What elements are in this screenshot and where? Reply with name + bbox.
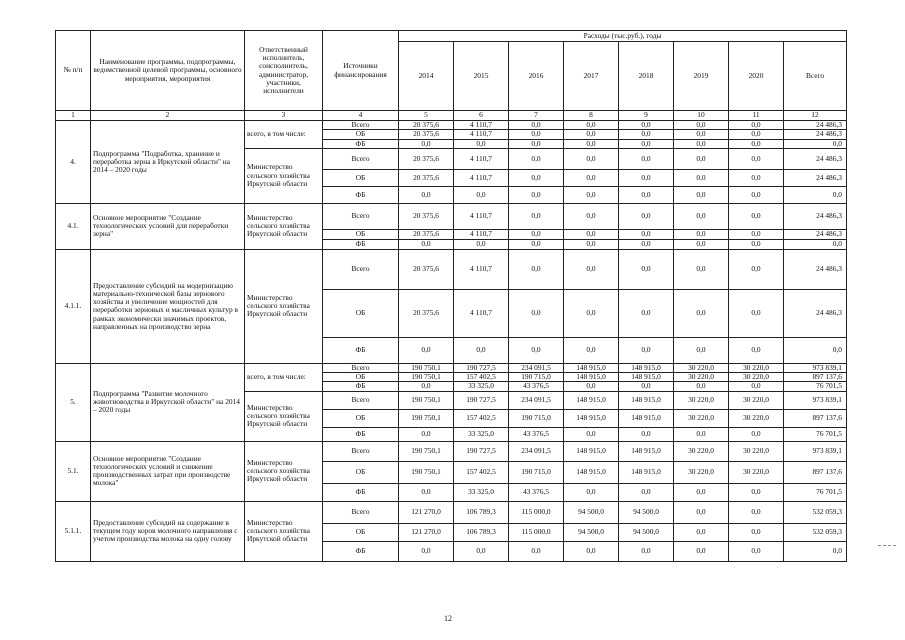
year-value: 148 915,0 bbox=[564, 461, 619, 483]
year-value: 0,0 bbox=[619, 289, 674, 337]
header-year: 2014 bbox=[399, 42, 454, 111]
year-value: 4 110,7 bbox=[454, 148, 509, 169]
year-value: 0,0 bbox=[729, 148, 784, 169]
header-expenses: Расходы (тыс.руб.), годы bbox=[399, 31, 847, 42]
year-value: 0,0 bbox=[564, 169, 619, 186]
year-value: 0,0 bbox=[564, 130, 619, 139]
year-value: 121 270,0 bbox=[399, 523, 454, 541]
year-value: 0,0 bbox=[399, 337, 454, 363]
header-year: 2017 bbox=[564, 42, 619, 111]
year-value: 0,0 bbox=[509, 229, 564, 239]
total-value: 24 486,3 bbox=[784, 121, 847, 130]
year-value: 0,0 bbox=[674, 427, 729, 441]
total-value: 0,0 bbox=[784, 541, 847, 561]
year-value: 20 375,6 bbox=[399, 289, 454, 337]
year-value: 0,0 bbox=[619, 337, 674, 363]
year-value: 190 727,5 bbox=[454, 391, 509, 409]
funding-source: Всего bbox=[323, 121, 399, 130]
funding-source: ОБ bbox=[323, 289, 399, 337]
table-row bbox=[56, 203, 847, 229]
year-value: 0,0 bbox=[509, 186, 564, 203]
header-name: Наименование программы, подпрограммы, ведомственной целевой программы, основного мероприятия, мероприятия bbox=[91, 31, 245, 111]
column-index: 3 bbox=[245, 111, 323, 121]
year-value: 30 220,0 bbox=[674, 363, 729, 372]
header-year: 2016 bbox=[509, 42, 564, 111]
total-value: 973 839,1 bbox=[784, 441, 847, 461]
funding-source: Всего bbox=[323, 441, 399, 461]
row-number: 4.1.1. bbox=[56, 249, 91, 363]
column-index: 8 bbox=[564, 111, 619, 121]
executor: всего, в том числе: bbox=[245, 363, 323, 391]
year-value: 0,0 bbox=[619, 229, 674, 239]
year-value: 30 220,0 bbox=[729, 461, 784, 483]
year-value: 0,0 bbox=[729, 130, 784, 139]
year-value: 4 110,7 bbox=[454, 229, 509, 239]
year-value: 30 220,0 bbox=[674, 441, 729, 461]
table-header bbox=[56, 31, 847, 121]
year-value: 0,0 bbox=[564, 121, 619, 130]
column-index: 11 bbox=[729, 111, 784, 121]
year-value: 0,0 bbox=[619, 249, 674, 289]
year-value: 0,0 bbox=[729, 169, 784, 186]
year-value: 0,0 bbox=[729, 501, 784, 523]
year-value: 0,0 bbox=[619, 130, 674, 139]
header-total: Всего bbox=[784, 42, 847, 111]
year-value: 0,0 bbox=[564, 186, 619, 203]
funding-source: ОБ bbox=[323, 229, 399, 239]
year-value: 30 220,0 bbox=[674, 461, 729, 483]
column-index: 7 bbox=[509, 111, 564, 121]
year-value: 33 325,0 bbox=[454, 483, 509, 501]
year-value: 157 402,5 bbox=[454, 409, 509, 427]
year-value: 190 750,1 bbox=[399, 373, 454, 382]
year-value: 157 402,5 bbox=[454, 373, 509, 382]
total-value: 24 486,3 bbox=[784, 229, 847, 239]
year-value: 0,0 bbox=[454, 186, 509, 203]
executor: Министерство сельского хозяйства Иркутской области bbox=[245, 441, 323, 501]
year-value: 0,0 bbox=[564, 229, 619, 239]
table-row bbox=[56, 121, 847, 130]
total-value: 0,0 bbox=[784, 239, 847, 249]
year-value: 0,0 bbox=[454, 337, 509, 363]
column-index-row bbox=[56, 111, 847, 121]
year-value: 148 915,0 bbox=[564, 373, 619, 382]
year-value: 148 915,0 bbox=[619, 373, 674, 382]
year-value: 0,0 bbox=[729, 483, 784, 501]
year-value: 0,0 bbox=[399, 541, 454, 561]
year-value: 190 715,0 bbox=[509, 461, 564, 483]
total-value: 897 137,6 bbox=[784, 373, 847, 382]
year-value: 190 750,1 bbox=[399, 461, 454, 483]
year-value: 0,0 bbox=[674, 289, 729, 337]
year-value: 157 402,5 bbox=[454, 461, 509, 483]
year-value: 4 110,7 bbox=[454, 169, 509, 186]
header-year: 2019 bbox=[674, 42, 729, 111]
year-value: 0,0 bbox=[729, 203, 784, 229]
year-value: 0,0 bbox=[729, 139, 784, 148]
column-index: 4 bbox=[323, 111, 399, 121]
year-value: 115 000,0 bbox=[509, 523, 564, 541]
year-value: 20 375,6 bbox=[399, 249, 454, 289]
total-value: 0,0 bbox=[784, 186, 847, 203]
year-value: 190 750,1 bbox=[399, 391, 454, 409]
column-index: 10 bbox=[674, 111, 729, 121]
year-value: 20 375,6 bbox=[399, 130, 454, 139]
year-value: 0,0 bbox=[729, 337, 784, 363]
year-value: 190 727,5 bbox=[454, 363, 509, 372]
year-value: 0,0 bbox=[674, 169, 729, 186]
executor: всего, в том числе: bbox=[245, 121, 323, 149]
year-value: 0,0 bbox=[729, 249, 784, 289]
margin-dash bbox=[878, 545, 896, 546]
year-value: 0,0 bbox=[674, 148, 729, 169]
year-value: 0,0 bbox=[674, 382, 729, 391]
year-value: 0,0 bbox=[729, 382, 784, 391]
row-number: 5.1.1. bbox=[56, 501, 91, 561]
page-number: 12 bbox=[444, 614, 452, 623]
header-source: Источники финансирования bbox=[323, 31, 399, 111]
year-value: 234 091,5 bbox=[509, 441, 564, 461]
year-value: 43 376,5 bbox=[509, 382, 564, 391]
year-value: 30 220,0 bbox=[729, 373, 784, 382]
year-value: 106 789,3 bbox=[454, 501, 509, 523]
year-value: 0,0 bbox=[564, 427, 619, 441]
year-value: 190 715,0 bbox=[509, 409, 564, 427]
executor: Министерство сельского хозяйства Иркутской области bbox=[245, 249, 323, 363]
table-row bbox=[56, 363, 847, 372]
year-value: 30 220,0 bbox=[729, 363, 784, 372]
year-value: 148 915,0 bbox=[619, 409, 674, 427]
funding-source: ОБ bbox=[323, 461, 399, 483]
header-year: 2020 bbox=[729, 42, 784, 111]
year-value: 0,0 bbox=[729, 121, 784, 130]
year-value: 148 915,0 bbox=[619, 363, 674, 372]
year-value: 0,0 bbox=[674, 229, 729, 239]
year-value: 94 500,0 bbox=[619, 501, 674, 523]
column-index: 2 bbox=[91, 111, 245, 121]
year-value: 121 270,0 bbox=[399, 501, 454, 523]
executor: Министерство сельского хозяйства Иркутской области bbox=[245, 148, 323, 203]
funding-source: ОБ bbox=[323, 130, 399, 139]
year-value: 0,0 bbox=[619, 203, 674, 229]
executor: Министерство сельского хозяйства Иркутской области bbox=[245, 391, 323, 441]
header-number: № п/п bbox=[56, 31, 91, 111]
funding-source: Всего bbox=[323, 391, 399, 409]
year-value: 4 110,7 bbox=[454, 121, 509, 130]
year-value: 0,0 bbox=[509, 541, 564, 561]
year-value: 148 915,0 bbox=[564, 391, 619, 409]
year-value: 0,0 bbox=[509, 121, 564, 130]
year-value: 94 500,0 bbox=[564, 501, 619, 523]
year-value: 0,0 bbox=[564, 289, 619, 337]
year-value: 0,0 bbox=[619, 148, 674, 169]
year-value: 4 110,7 bbox=[454, 289, 509, 337]
year-value: 0,0 bbox=[674, 523, 729, 541]
year-value: 0,0 bbox=[674, 249, 729, 289]
year-value: 148 915,0 bbox=[564, 409, 619, 427]
year-value: 0,0 bbox=[454, 541, 509, 561]
year-value: 0,0 bbox=[399, 427, 454, 441]
budget-table bbox=[55, 30, 847, 562]
total-value: 76 701,5 bbox=[784, 427, 847, 441]
total-value: 76 701,5 bbox=[784, 382, 847, 391]
year-value: 0,0 bbox=[619, 121, 674, 130]
funding-source: ОБ bbox=[323, 169, 399, 186]
program-name: Предоставление субсидий на модернизацию материально-технической базы зернового хозяйства и увеличение мощностей для переработки зерновых и масличных культур в рамках экономически значимых проектов, направленных на производство зерна bbox=[91, 249, 245, 363]
funding-source: ФБ bbox=[323, 139, 399, 148]
funding-source: ФБ bbox=[323, 337, 399, 363]
year-value: 0,0 bbox=[509, 239, 564, 249]
column-index: 6 bbox=[454, 111, 509, 121]
year-value: 0,0 bbox=[564, 483, 619, 501]
total-value: 973 839,1 bbox=[784, 391, 847, 409]
row-number: 5.1. bbox=[56, 441, 91, 501]
year-value: 0,0 bbox=[509, 289, 564, 337]
year-value: 30 220,0 bbox=[674, 409, 729, 427]
year-value: 20 375,6 bbox=[399, 121, 454, 130]
total-value: 897 137,6 bbox=[784, 409, 847, 427]
table-row bbox=[56, 249, 847, 289]
table-row bbox=[56, 441, 847, 461]
year-value: 0,0 bbox=[674, 139, 729, 148]
total-value: 24 486,3 bbox=[784, 289, 847, 337]
total-value: 973 839,1 bbox=[784, 363, 847, 372]
year-value: 115 000,0 bbox=[509, 501, 564, 523]
year-value: 94 500,0 bbox=[619, 523, 674, 541]
program-name: Предоставление субсидий на содержание в текущем году коров молочного направления с учетом производства молока на одну голову bbox=[91, 501, 245, 561]
program-name: Подпрограмма "Подработка, хранение и переработка зерна в Иркутской области" на 2014 – 2020 годы bbox=[91, 121, 245, 204]
funding-source: Всего bbox=[323, 501, 399, 523]
total-value: 532 059,3 bbox=[784, 523, 847, 541]
year-value: 43 376,5 bbox=[509, 427, 564, 441]
year-value: 30 220,0 bbox=[729, 409, 784, 427]
year-value: 106 789,3 bbox=[454, 523, 509, 541]
executor: Министерство сельского хозяйства Иркутской области bbox=[245, 203, 323, 249]
year-value: 0,0 bbox=[619, 483, 674, 501]
year-value: 148 915,0 bbox=[619, 461, 674, 483]
funding-source: Всего bbox=[323, 203, 399, 229]
header-executor: Ответственный исполнитель, соисполнитель, администратор, участники, исполнители bbox=[245, 31, 323, 111]
funding-source: ОБ bbox=[323, 373, 399, 382]
year-value: 43 376,5 bbox=[509, 483, 564, 501]
year-value: 0,0 bbox=[674, 483, 729, 501]
year-value: 190 727,5 bbox=[454, 441, 509, 461]
year-value: 0,0 bbox=[399, 139, 454, 148]
year-value: 0,0 bbox=[674, 337, 729, 363]
year-value: 0,0 bbox=[729, 541, 784, 561]
year-value: 30 220,0 bbox=[729, 441, 784, 461]
funding-source: ОБ bbox=[323, 409, 399, 427]
funding-source: ОБ bbox=[323, 523, 399, 541]
year-value: 0,0 bbox=[674, 203, 729, 229]
program-name: Основное мероприятие "Создание технологических условий для переработки зерна" bbox=[91, 203, 245, 249]
year-value: 20 375,6 bbox=[399, 203, 454, 229]
year-value: 0,0 bbox=[674, 130, 729, 139]
year-value: 20 375,6 bbox=[399, 148, 454, 169]
year-value: 0,0 bbox=[564, 139, 619, 148]
year-value: 30 220,0 bbox=[729, 391, 784, 409]
year-value: 234 091,5 bbox=[509, 391, 564, 409]
year-value: 0,0 bbox=[619, 427, 674, 441]
year-value: 0,0 bbox=[564, 337, 619, 363]
funding-source: ФБ bbox=[323, 382, 399, 391]
year-value: 148 915,0 bbox=[564, 441, 619, 461]
year-value: 0,0 bbox=[564, 239, 619, 249]
year-value: 0,0 bbox=[564, 203, 619, 229]
year-value: 148 915,0 bbox=[564, 363, 619, 372]
year-value: 0,0 bbox=[509, 148, 564, 169]
year-value: 0,0 bbox=[729, 229, 784, 239]
column-index: 5 bbox=[399, 111, 454, 121]
executor: Министерство сельского хозяйства Иркутской области bbox=[245, 501, 323, 561]
year-value: 0,0 bbox=[619, 186, 674, 203]
year-value: 0,0 bbox=[674, 501, 729, 523]
year-value: 0,0 bbox=[509, 249, 564, 289]
total-value: 24 486,3 bbox=[784, 169, 847, 186]
program-name: Основное мероприятие "Создание технологических условий и снижение производственных затрат при производстве молока" bbox=[91, 441, 245, 501]
year-value: 0,0 bbox=[509, 337, 564, 363]
year-value: 0,0 bbox=[509, 130, 564, 139]
year-value: 4 110,7 bbox=[454, 249, 509, 289]
year-value: 0,0 bbox=[619, 139, 674, 148]
table-row bbox=[56, 501, 847, 523]
year-value: 0,0 bbox=[564, 148, 619, 169]
year-value: 0,0 bbox=[509, 139, 564, 148]
total-value: 24 486,3 bbox=[784, 148, 847, 169]
total-value: 897 137,6 bbox=[784, 461, 847, 483]
row-number: 5. bbox=[56, 363, 91, 441]
year-value: 0,0 bbox=[619, 541, 674, 561]
year-value: 0,0 bbox=[399, 382, 454, 391]
year-value: 0,0 bbox=[729, 239, 784, 249]
year-value: 0,0 bbox=[619, 382, 674, 391]
funding-source: ФБ bbox=[323, 186, 399, 203]
row-number: 4.1. bbox=[56, 203, 91, 249]
total-value: 24 486,3 bbox=[784, 130, 847, 139]
year-value: 0,0 bbox=[729, 289, 784, 337]
year-value: 0,0 bbox=[454, 239, 509, 249]
year-value: 234 091,5 bbox=[509, 363, 564, 372]
year-value: 0,0 bbox=[564, 541, 619, 561]
year-value: 0,0 bbox=[674, 541, 729, 561]
year-value: 190 750,1 bbox=[399, 441, 454, 461]
row-number: 4. bbox=[56, 121, 91, 204]
year-value: 33 325,0 bbox=[454, 427, 509, 441]
year-value: 148 915,0 bbox=[619, 391, 674, 409]
year-value: 0,0 bbox=[619, 239, 674, 249]
funding-source: Всего bbox=[323, 148, 399, 169]
funding-source: Всего bbox=[323, 363, 399, 372]
year-value: 20 375,6 bbox=[399, 169, 454, 186]
total-value: 532 059,3 bbox=[784, 501, 847, 523]
year-value: 0,0 bbox=[729, 523, 784, 541]
year-value: 0,0 bbox=[509, 203, 564, 229]
total-value: 24 486,3 bbox=[784, 249, 847, 289]
year-value: 0,0 bbox=[399, 483, 454, 501]
header-year: 2018 bbox=[619, 42, 674, 111]
total-value: 24 486,3 bbox=[784, 203, 847, 229]
year-value: 0,0 bbox=[674, 186, 729, 203]
program-name: Подпрограмма "Развитие молочного животноводства в Иркутской области" на 2014 – 2020 годы bbox=[91, 363, 245, 441]
year-value: 0,0 bbox=[729, 427, 784, 441]
year-value: 0,0 bbox=[619, 169, 674, 186]
year-value: 0,0 bbox=[509, 169, 564, 186]
year-value: 148 915,0 bbox=[619, 441, 674, 461]
year-value: 190 750,1 bbox=[399, 409, 454, 427]
funding-source: ФБ bbox=[323, 427, 399, 441]
year-value: 0,0 bbox=[399, 186, 454, 203]
funding-source: ФБ bbox=[323, 483, 399, 501]
year-value: 0,0 bbox=[674, 239, 729, 249]
column-index: 9 bbox=[619, 111, 674, 121]
column-index: 12 bbox=[784, 111, 847, 121]
year-value: 30 220,0 bbox=[674, 373, 729, 382]
year-value: 94 500,0 bbox=[564, 523, 619, 541]
year-value: 0,0 bbox=[564, 382, 619, 391]
total-value: 0,0 bbox=[784, 139, 847, 148]
year-value: 4 110,7 bbox=[454, 203, 509, 229]
column-index: 1 bbox=[56, 111, 91, 121]
year-value: 190 750,1 bbox=[399, 363, 454, 372]
year-value: 33 325,0 bbox=[454, 382, 509, 391]
total-value: 76 701,5 bbox=[784, 483, 847, 501]
year-value: 20 375,6 bbox=[399, 229, 454, 239]
year-value: 0,0 bbox=[454, 139, 509, 148]
total-value: 0,0 bbox=[784, 337, 847, 363]
table-body bbox=[56, 121, 847, 562]
year-value: 0,0 bbox=[729, 186, 784, 203]
year-value: 0,0 bbox=[399, 239, 454, 249]
funding-source: ФБ bbox=[323, 541, 399, 561]
year-value: 0,0 bbox=[564, 249, 619, 289]
year-value: 4 110,7 bbox=[454, 130, 509, 139]
year-value: 30 220,0 bbox=[674, 391, 729, 409]
funding-source: Всего bbox=[323, 249, 399, 289]
funding-source: ФБ bbox=[323, 239, 399, 249]
header-year: 2015 bbox=[454, 42, 509, 111]
year-value: 0,0 bbox=[674, 121, 729, 130]
year-value: 190 715,0 bbox=[509, 373, 564, 382]
